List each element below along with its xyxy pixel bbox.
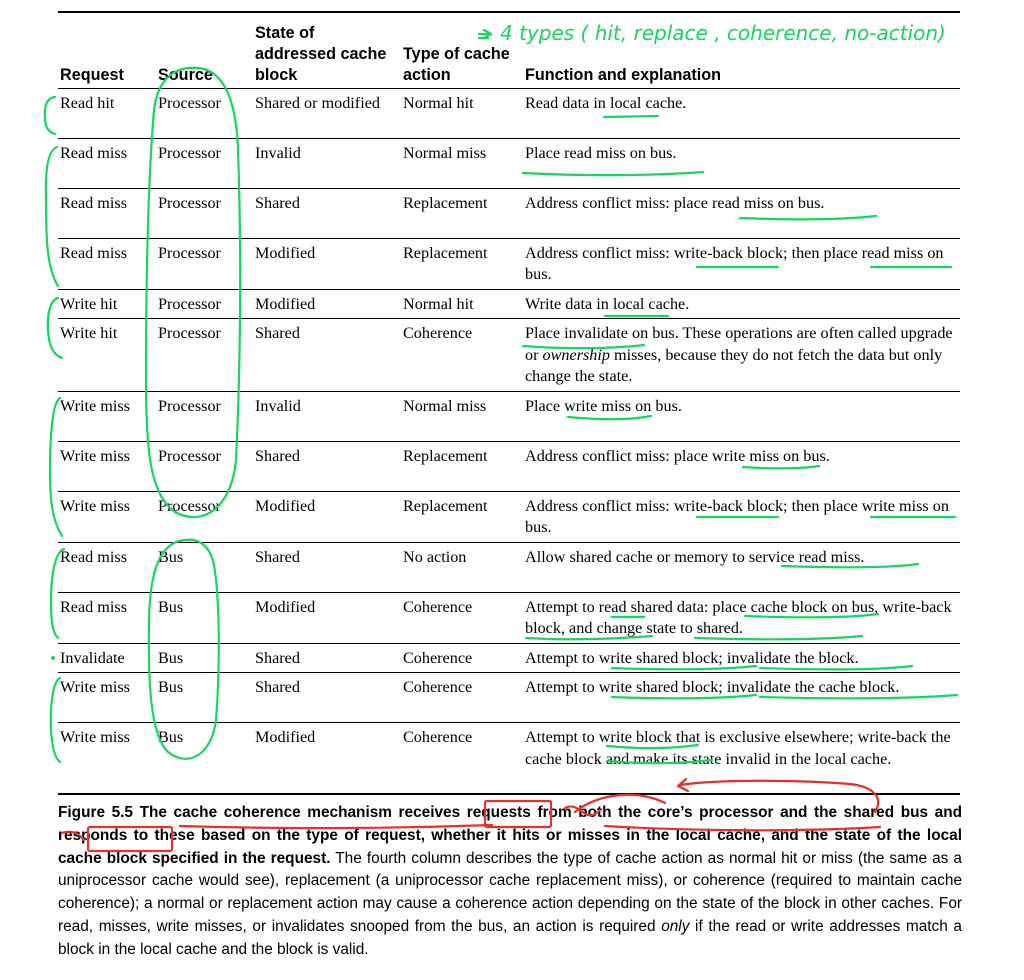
cell-request: Write miss	[60, 728, 130, 746]
cell-action: Normal miss	[403, 396, 487, 415]
header-source: Source	[158, 65, 213, 84]
cell-source: Processor	[158, 396, 221, 415]
cell-state: Invalid	[255, 396, 301, 415]
explanation-emphasis: ownership	[542, 345, 610, 364]
cell-action: No action	[403, 547, 467, 566]
bracket-read-miss	[46, 147, 58, 286]
cell-explanation: Attempt to write shared block; invalidate the block.	[525, 648, 859, 667]
cell-state: Invalid	[255, 143, 301, 162]
annotation-note: 4 types ( hit, replace , coherence, no-action)	[500, 21, 946, 45]
cell-source: Processor	[158, 496, 221, 515]
dot-mark	[51, 656, 55, 660]
cell-explanation: Allow shared cache or memory to service read miss.	[525, 547, 865, 566]
cell-state: Modified	[255, 496, 316, 515]
table-row	[58, 289, 960, 319]
cell-state: Shared	[255, 547, 300, 566]
cell-action: Normal miss	[403, 143, 487, 162]
table-row	[58, 673, 960, 723]
cell-explanation: Attempt to write shared block; invalidate the cache block.	[525, 678, 900, 696]
cell-state: Modified	[255, 294, 316, 313]
cell-explanation: Write data in local cache.	[525, 294, 690, 313]
cell-request: Write miss	[60, 396, 130, 415]
cell-source: Bus	[158, 678, 184, 696]
cell-explanation	[523, 319, 960, 392]
cell-state: Shared	[255, 446, 300, 465]
cell-action: Replacement	[403, 193, 488, 212]
cell-request: Read miss	[60, 143, 127, 162]
table-row	[58, 491, 960, 542]
cell-source: Processor	[158, 446, 221, 465]
caption-text: if the read or write addresses match a block in the local cache and the block is valid.	[58, 917, 962, 958]
cell-state: Modified	[255, 243, 316, 262]
cell-state: Shared	[255, 648, 300, 667]
table-row	[58, 723, 960, 794]
cell-source: Processor	[158, 193, 221, 212]
cell-request: Write hit	[60, 324, 118, 342]
cell-action: Coherence	[403, 324, 473, 342]
explanation-part: Place invalidate on bus. These operations are often called upgrade or	[525, 324, 953, 364]
cell-source: Processor	[158, 294, 221, 313]
cell-request: Invalidate	[60, 648, 125, 667]
cell-source: Processor	[158, 324, 221, 342]
cell-source: Bus	[158, 728, 184, 746]
cell-request: Read hit	[60, 93, 115, 112]
cell-explanation: Address conflict miss: place read miss on bus.	[525, 193, 825, 212]
caption-emphasis: only	[661, 917, 690, 935]
table-row	[58, 592, 960, 643]
caption-figure-label: Figure 5.5	[58, 804, 133, 821]
cell-request: Read miss	[60, 243, 127, 262]
bracket-read-hit	[45, 97, 55, 134]
cell-action: Replacement	[403, 243, 488, 262]
table-header	[58, 12, 960, 88]
table-row	[58, 138, 960, 188]
cell-request: Write miss	[60, 678, 130, 696]
explanation-part: misses, because they do not fetch the data but only change the state.	[525, 345, 943, 385]
cell-state: Shared or modified	[255, 93, 380, 112]
cell-explanation: Address conflict miss: write-back block; then place write miss on bus.	[525, 496, 949, 536]
cell-request: Write hit	[60, 294, 118, 313]
cell-state: Modified	[255, 597, 316, 616]
cell-action: Coherence	[403, 597, 473, 616]
cell-action: Coherence	[403, 728, 473, 746]
cell-request: Read miss	[60, 193, 127, 212]
cell-source: Bus	[158, 648, 184, 667]
cell-source: Processor	[158, 143, 221, 162]
cell-action: Normal hit	[403, 294, 474, 313]
cell-state: Shared	[255, 193, 300, 212]
header-action-type: Type of cache action	[403, 44, 510, 84]
cache-coherence-table	[58, 11, 960, 795]
header-explanation: Function and explanation	[525, 65, 722, 84]
cell-explanation: Attempt to write block that is exclusive elsewhere; write-back the cache block and make its state invalid in the local cache.	[525, 728, 951, 768]
cell-explanation: Attempt to read shared data: place cache block on bus, write-back block, and change state to shared.	[525, 597, 952, 637]
table-row	[58, 391, 960, 441]
table-row	[58, 238, 960, 289]
cell-request: Write miss	[60, 446, 130, 465]
cell-action: Replacement	[403, 496, 488, 515]
cell-state: Shared	[255, 678, 300, 696]
cell-request: Read miss	[60, 547, 127, 566]
cell-state: Shared	[255, 324, 300, 342]
header-state: State of addressed cache block	[255, 23, 387, 84]
caption-bold-summary: The cache coherence mechanism receives requests from both the core’s processor and the shared bus and responds to these based on the type of request, whether it hits or misses in the local cache, and the state of the local cache block specified in the request.	[58, 804, 962, 867]
cell-action: Normal hit	[403, 93, 474, 112]
header-request: Request	[60, 65, 124, 84]
caption-text: The fourth column describes the type of cache action as normal hit or miss (the same as a uniprocessor cache would see), replacement (a uniprocessor cache replacement miss), or coherence (required to maintain cache coherence); a normal or replacement action may cause a coherence action depending on the state of the block in other caches. For read, misses, write misses, or invalidates snooped from the bus, an action is required	[58, 849, 962, 935]
figure-caption	[58, 802, 962, 962]
table-row	[58, 542, 960, 592]
cell-explanation: Address conflict miss: place write miss on bus.	[525, 446, 830, 465]
cell-source: Bus	[158, 547, 184, 566]
cell-action: Replacement	[403, 446, 488, 465]
cell-action: Coherence	[403, 648, 473, 667]
cell-source: Bus	[158, 597, 184, 616]
table-row	[58, 441, 960, 491]
cell-state: Modified	[255, 728, 316, 746]
table-row	[58, 319, 960, 392]
cell-action: Coherence	[403, 678, 473, 696]
table-row	[58, 88, 960, 138]
cell-explanation: Place write miss on bus.	[525, 396, 682, 415]
table-row	[58, 643, 960, 673]
cell-source: Processor	[158, 93, 221, 112]
cell-request: Read miss	[60, 597, 127, 616]
cell-request: Write miss	[60, 496, 130, 515]
cell-source: Processor	[158, 243, 221, 262]
cell-explanation: Address conflict miss: write-back block; then place read miss on bus.	[525, 243, 944, 283]
cell-explanation: Place read miss on bus.	[525, 143, 677, 162]
table-row	[58, 188, 960, 238]
cell-explanation: Read data in local cache.	[525, 93, 687, 112]
